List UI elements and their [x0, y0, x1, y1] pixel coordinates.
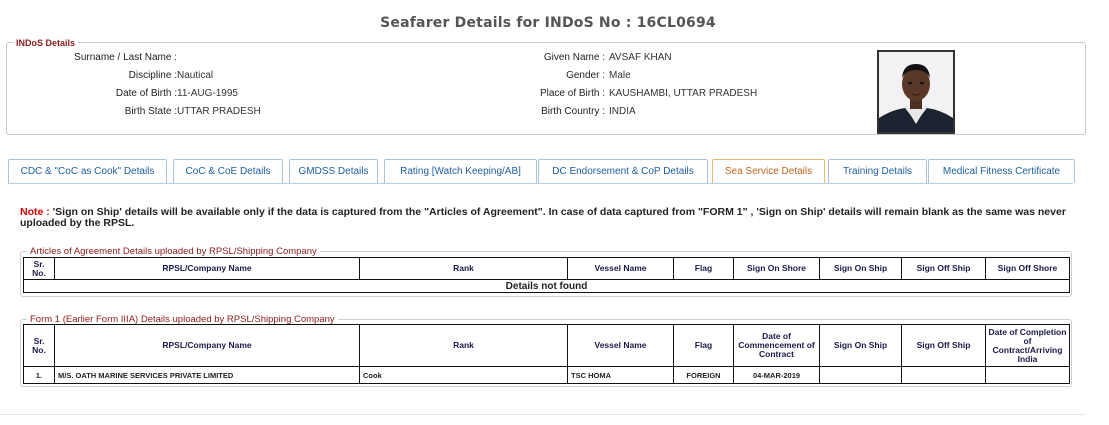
cell-vessel-name: TSC HOMA	[568, 367, 674, 384]
person-photo-icon	[879, 52, 953, 132]
cell-commencement-date: 04-MAR-2019	[734, 367, 820, 384]
field-value: INDIA	[609, 106, 636, 117]
col-header: Date of Completion of Contract/Arriving India	[986, 325, 1070, 367]
field-label: Given Name :	[543, 52, 605, 63]
sea-service-note	[20, 207, 1080, 229]
form1-section-legend: Form 1 (Earlier Form IIIA) Details uploaded by RPSL/Shipping Company	[27, 314, 338, 325]
tab-bar	[8, 159, 1078, 185]
tab-cdc-details[interactable]: CDC & "CoC as Cook" Details	[8, 159, 167, 183]
tab-sea-service-details[interactable]: Sea Service Details	[712, 159, 825, 183]
field-value: AVSAF KHAN	[609, 52, 672, 63]
field-birth-country	[7, 106, 867, 118]
field-value: UTTAR PRADESH	[177, 106, 261, 117]
field-given-name	[7, 52, 867, 64]
col-header: Vessel Name	[568, 258, 674, 280]
col-header: RPSL/Company Name	[55, 258, 360, 280]
field-label: Birth Country :	[541, 106, 605, 117]
seafarer-photo	[877, 50, 955, 134]
tab-training-details[interactable]: Training Details	[828, 159, 927, 183]
table-row	[24, 367, 1070, 384]
tab-rating-details[interactable]: Rating [Watch Keeping/AB]	[384, 159, 537, 183]
field-label: Gender :	[566, 70, 605, 81]
field-gender	[7, 70, 867, 82]
col-header: Sign Off Ship	[902, 325, 986, 367]
note-prefix: Note :	[20, 206, 50, 218]
col-header: Sign On Ship	[820, 258, 902, 280]
col-header: Flag	[674, 325, 734, 367]
details-not-found-message: Details not found	[24, 280, 1070, 293]
page-title: Seafarer Details for INDoS No : 16CL0694	[380, 15, 716, 31]
field-value: Nautical	[177, 70, 214, 81]
col-header: RPSL/Company Name	[55, 325, 360, 367]
field-label: Discipline :	[128, 70, 177, 81]
field-label: Birth State :	[124, 106, 177, 117]
articles-section-legend: Articles of Agreement Details uploaded by RPSL/Shipping Company	[27, 246, 320, 257]
table-row	[24, 280, 1070, 293]
tab-dc-endorsement-details[interactable]: DC Endorsement & CoP Details	[538, 159, 708, 183]
table-header-row	[24, 258, 1070, 280]
cell-completion-date	[986, 367, 1070, 384]
indos-details-legend: INDoS Details	[13, 38, 78, 48]
col-header: Sr. No.	[24, 258, 55, 280]
col-header: Sign On Ship	[820, 325, 902, 367]
cell-flag: FOREIGN	[674, 367, 734, 384]
col-header: Sign Off Shore	[986, 258, 1070, 280]
col-header: Vessel Name	[568, 325, 674, 367]
col-header: Flag	[674, 258, 734, 280]
col-header: Sr. No.	[24, 325, 55, 367]
col-header: Rank	[360, 258, 568, 280]
field-place-of-birth	[7, 88, 867, 100]
cell-company-name: M/S. OATH MARINE SERVICES PRIVATE LIMITED	[55, 367, 360, 384]
col-header: Sign Off Ship	[902, 258, 986, 280]
indos-details-panel	[6, 38, 1086, 135]
cell-sr-no: 1.	[24, 367, 55, 384]
table-header-row	[24, 325, 1070, 367]
tab-coc-coe-details[interactable]: CoC & CoE Details	[173, 159, 283, 183]
field-label: Place of Birth :	[539, 88, 605, 99]
field-value: 11-AUG-1995	[177, 88, 238, 99]
tab-gmdss-details[interactable]: GMDSS Details	[289, 159, 378, 183]
col-header: Sign On Shore	[734, 258, 820, 280]
field-value: Male	[609, 70, 631, 81]
tab-medical-fitness-certificate[interactable]: Medical Fitness Certificate	[928, 159, 1075, 183]
form1-table	[23, 324, 1070, 384]
field-value: KAUSHAMBI, UTTAR PRADESH	[609, 88, 758, 99]
note-text: 'Sign on Ship' details will be available only if the data is captured from the "Articles of Agreement". In case of data captured from "FORM 1" , 'Sign on Ship' details will remain blank as the same was never uploaded by the RPSL.	[20, 206, 1066, 229]
col-header: Date of Commencement of Contract	[734, 325, 820, 367]
cell-sign-on-ship	[820, 367, 902, 384]
cell-rank: Cook	[360, 367, 568, 384]
field-label: Date of Birth :	[115, 88, 177, 99]
articles-table	[23, 257, 1070, 293]
content-bottom-divider	[0, 414, 1085, 415]
col-header: Rank	[360, 325, 568, 367]
cell-sign-off-ship	[902, 367, 986, 384]
tab-divider	[8, 183, 1073, 184]
field-label: Surname / Last Name :	[74, 52, 177, 63]
